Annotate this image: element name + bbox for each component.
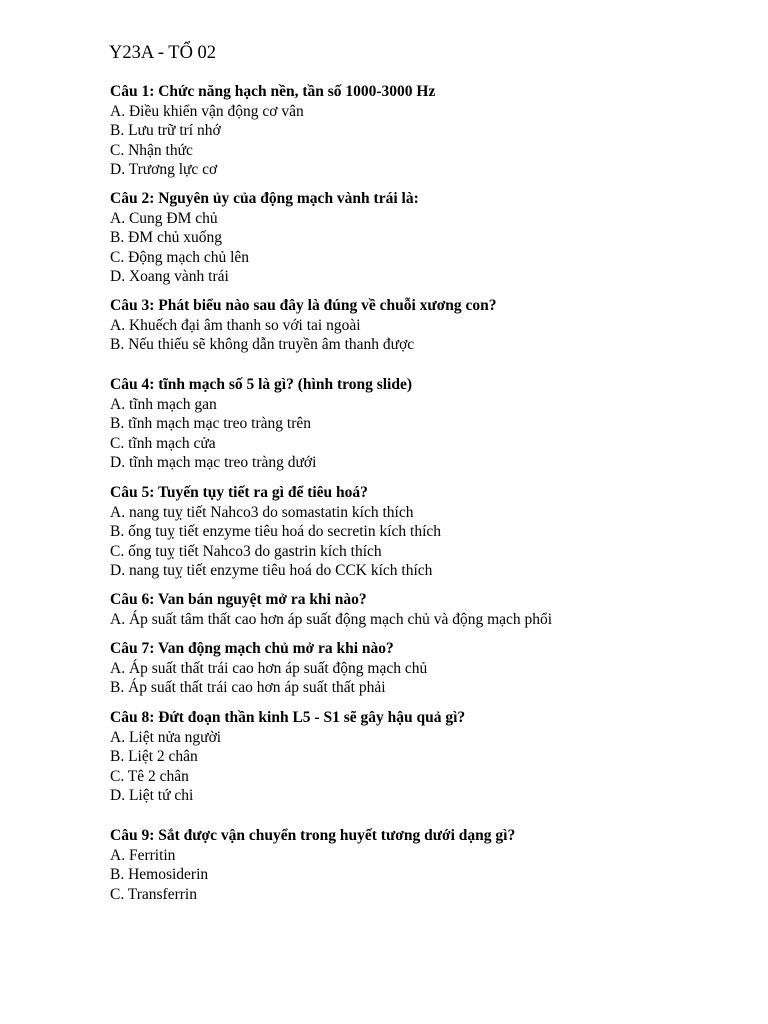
answer-option: C. tĩnh mạch cửa [110,434,216,452]
answer-option: A. nang tuỵ tiết Nahco3 do somastatin kích thích [110,503,414,521]
answer-option: B. Lưu trữ trí nhớ [110,122,221,140]
question-block [110,296,750,355]
answer-option: B. Áp suất thất trái cao hơn áp suất thất phải [110,679,386,697]
page-title: Y23A - TỔ 02 [109,43,217,63]
answer-option: A. tĩnh mạch gan [110,395,217,413]
answer-option: A. Điều khiển vận động cơ vân [110,102,304,120]
answer-option: B. Hemosiderin [110,866,209,884]
answer-option: A. Khuếch đại âm thanh so với tai ngoài [110,316,361,334]
answer-option: A. Liệt nửa người [110,728,222,746]
answer-option: B. tĩnh mạch mạc treo tràng trên [110,415,312,433]
answer-option: D. tĩnh mạch mạc treo tràng dưới [110,454,317,472]
question-text: Câu 1: Chức năng hạch nền, tần số 1000-3000 Hz [110,83,436,100]
answer-option: C. Tê 2 chân [110,767,189,785]
question-block [110,826,750,904]
question-block [110,483,750,581]
question-block [110,189,750,287]
answer-option: C. Transferrin [110,885,197,903]
question-text: Câu 5: Tuyến tụy tiết ra gì để tiêu hoá? [110,484,368,501]
answer-option: B. Liệt 2 chân [110,748,198,766]
answer-option: C. Động mạch chủ lên [110,248,250,266]
question-text: Câu 3: Phát biểu nào sau đây là đúng về chuỗi xương con? [110,297,497,314]
question-block [110,590,750,629]
question-text: Câu 2: Nguyên ủy của động mạch vành trái là: [110,190,419,207]
question-text: Câu 8: Đứt đoạn thần kinh L5 - S1 sẽ gây hậu quả gì? [110,709,466,726]
question-text: Câu 4: tĩnh mạch số 5 là gì? (hình trong slide) [110,376,413,393]
question-text: Câu 9: Sắt được vận chuyển trong huyết tương dưới dạng gì? [110,827,516,844]
answer-option: B. ống tuỵ tiết enzyme tiêu hoá do secretin kích thích [110,523,442,541]
question-text: Câu 6: Van bán nguyệt mở ra khi nào? [110,591,367,608]
answer-option: D. Liệt tứ chi [110,787,194,805]
question-block [110,639,750,698]
answer-option: D. nang tuỵ tiết enzyme tiêu hoá do CCK kích thích [110,562,433,580]
answer-option: A. Ferritin [110,846,176,864]
answer-option: D. Trương lực cơ [110,161,218,179]
answer-option: D. Xoang vành trái [110,268,229,286]
answer-option: C. ống tuỵ tiết Nahco3 do gastrin kích thích [110,542,382,560]
question-text: Câu 7: Van động mạch chủ mở ra khi nào? [110,640,394,657]
answer-option: A. Áp suất tâm thất cao hơn áp suất động mạch chủ và động mạch phổi [110,610,553,628]
question-block [110,375,750,473]
question-block [110,708,750,806]
answer-option: B. ĐM chủ xuống [110,229,222,247]
answer-option: C. Nhận thức [110,141,193,159]
answer-option: A. Áp suất thất trái cao hơn áp suất động mạch chủ [110,659,428,677]
answer-option: A. Cung ĐM chủ [110,209,218,227]
question-block [110,82,750,180]
answer-option: B. Nếu thiếu sẽ không dẫn truyền âm thanh được [110,336,415,354]
